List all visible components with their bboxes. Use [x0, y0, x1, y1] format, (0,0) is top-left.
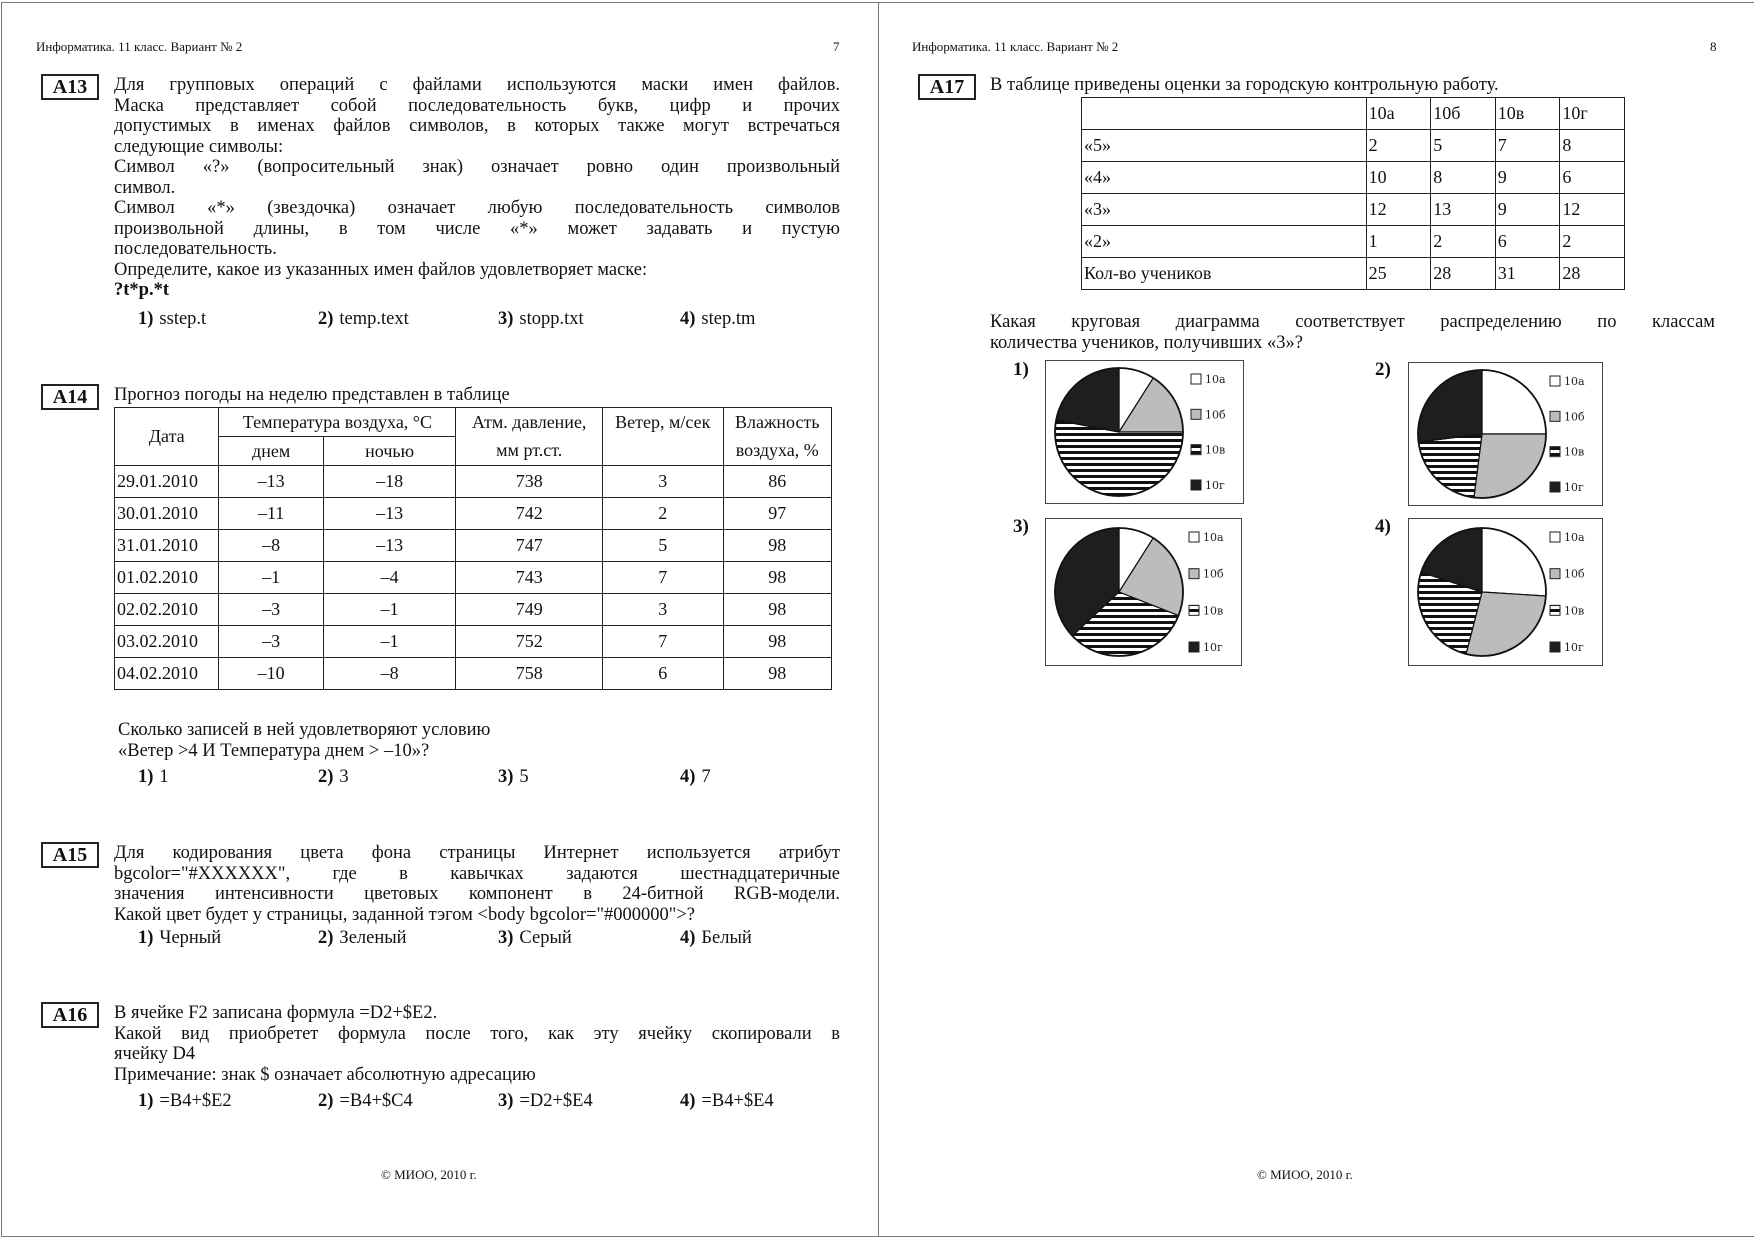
legend-label-10a: 10а [1203, 531, 1224, 544]
right-page-number: 8 [1710, 39, 1717, 54]
cell-night: –13 [323, 498, 456, 530]
pie-chart-svg [1409, 519, 1602, 665]
legend-label-10g: 10г [1564, 481, 1584, 494]
cell-pressure: 752 [456, 626, 603, 658]
cell-date: 30.01.2010 [115, 498, 219, 530]
option-text: =B4+$C4 [339, 1091, 413, 1111]
a16-option-1[interactable] [138, 1091, 232, 1112]
table-row [1082, 226, 1625, 258]
a17-question-line: Какая круговая диаграмма соответствует распределению по классам [990, 312, 1715, 332]
cell-value: 8 [1560, 130, 1625, 162]
cell-humidity: 97 [723, 498, 832, 530]
cell-value: 25 [1366, 258, 1431, 290]
header-humidity: Влажность [723, 408, 832, 437]
header-day: днем [219, 437, 323, 466]
cell-wind: 6 [603, 658, 724, 690]
option-number: 4) [680, 767, 696, 787]
option-text: =D2+$E4 [519, 1091, 593, 1111]
option-text: 3 [339, 767, 349, 787]
cell-value: 1 [1366, 226, 1431, 258]
pie-chart-svg [1046, 361, 1243, 503]
option-number: 2) [318, 928, 334, 948]
right-header: Информатика. 11 класс. Вариант № 2 [912, 39, 1119, 54]
legend-swatch-10v [1189, 605, 1199, 615]
cell-wind: 7 [603, 626, 724, 658]
cell-wind: 3 [603, 466, 724, 498]
cell-value: 2 [1431, 226, 1496, 258]
chart-label-1: 1) [1013, 359, 1029, 380]
grades-table [1081, 97, 1625, 290]
a14-option-2[interactable] [318, 767, 349, 788]
cell-value: 10 [1366, 162, 1431, 194]
cell-grade: «5» [1082, 130, 1367, 162]
a15-option-1[interactable] [138, 928, 221, 949]
cell-value: 9 [1495, 194, 1560, 226]
table-row [1082, 194, 1625, 226]
cell-value: 6 [1560, 162, 1625, 194]
cell-date: 31.01.2010 [115, 530, 219, 562]
option-text: Черный [159, 928, 222, 948]
legend-label-10g: 10г [1564, 641, 1584, 654]
cell-humidity: 86 [723, 466, 832, 498]
option-text: temp.text [339, 309, 409, 329]
cell-value: 6 [1495, 226, 1560, 258]
a13-line: следующие символы: [114, 136, 284, 157]
legend-label-10g: 10г [1205, 479, 1225, 492]
header-class: 10г [1560, 98, 1625, 130]
cell-value: 8 [1431, 162, 1496, 194]
a15-text [114, 843, 840, 925]
legend-swatch-10b [1191, 409, 1201, 419]
cell-date: 04.02.2010 [115, 658, 219, 690]
cell-value: 12 [1366, 194, 1431, 226]
a13-mask: ?t*p.*t [114, 280, 169, 300]
a14-question [118, 720, 490, 761]
cell-night: –4 [323, 562, 456, 594]
a13-line: Символ «?» (вопросительный знак) означает ровно один произвольный [114, 157, 840, 177]
a15-option-4[interactable] [680, 928, 752, 949]
legend-swatch-10a [1191, 374, 1201, 384]
option-text: =B4+$E4 [701, 1091, 774, 1111]
header-blank [1082, 98, 1367, 130]
a14-option-3[interactable] [498, 767, 529, 788]
a16-line: Какой вид приобретет формула после того, как эту ячейку скопировали в [114, 1023, 840, 1044]
weather-table [114, 407, 832, 690]
legend-swatch-10g [1550, 642, 1560, 652]
cell-pressure: 749 [456, 594, 603, 626]
a13-text [114, 75, 840, 301]
a14-question-line: Сколько записей в ней удовлетворяют условию [118, 720, 491, 740]
cell-value: 31 [1495, 258, 1560, 290]
cell-humidity: 98 [723, 626, 832, 658]
option-number: 2) [318, 1091, 334, 1111]
legend-swatch-10v [1191, 445, 1201, 455]
option-number: 3) [498, 767, 514, 787]
header-date: Дата [115, 408, 219, 466]
legend-label-10b: 10б [1203, 567, 1224, 581]
pie-slice-10g [1418, 370, 1482, 442]
a15-tag: А15 [41, 842, 99, 868]
legend-label-10g: 10г [1203, 641, 1223, 654]
legend-label-10b: 10б [1564, 410, 1585, 424]
cell-value: 5 [1431, 130, 1496, 162]
a13-line: Определите, какое из указанных имен файлов удовлетворяет маске: [114, 259, 648, 280]
pie-chart-svg [1046, 519, 1241, 665]
header-class: 10а [1366, 98, 1431, 130]
a15-option-3[interactable] [498, 928, 572, 949]
cell-night: –1 [323, 626, 456, 658]
a16-line: Примечание: знак $ означает абсолютную адресацию [114, 1064, 536, 1085]
cell-value: 2 [1560, 226, 1625, 258]
legend-swatch-10b [1550, 411, 1560, 421]
cell-night: –1 [323, 594, 456, 626]
a13-line: допустимых в именах файлов символов, в которых также могут встречаться [114, 116, 840, 136]
cell-pressure: 738 [456, 466, 603, 498]
a16-tag: А16 [41, 1002, 99, 1028]
legend-swatch-10v [1550, 447, 1560, 457]
a14-option-4[interactable] [680, 767, 711, 788]
table-row [115, 530, 832, 562]
cell-value: 28 [1560, 258, 1625, 290]
option-number: 4) [680, 309, 696, 329]
a16-line: В ячейке F2 записана формула =D2+$E2. [114, 1003, 438, 1023]
cell-wind: 3 [603, 594, 724, 626]
a15-line: Какой цвет будет у страницы, заданной тэгом <body bgcolor="#000000">? [114, 904, 696, 925]
table-row [115, 626, 832, 658]
legend-label-10a: 10а [1205, 373, 1226, 386]
cell-value: 12 [1560, 194, 1625, 226]
cell-day: –8 [219, 530, 323, 562]
legend-swatch-10a [1550, 376, 1560, 386]
a13-line: произвольной длины, в том числе «*» может задавать и пустую [114, 218, 840, 239]
a13-option-2[interactable] [318, 309, 409, 330]
pie-slice-10v [1419, 434, 1482, 497]
cell-value: 9 [1495, 162, 1560, 194]
pie-chart-svg [1409, 363, 1602, 505]
legend-swatch-10a [1189, 532, 1199, 542]
legend-swatch-10g [1550, 482, 1560, 492]
option-number: 4) [680, 928, 696, 948]
cell-humidity: 98 [723, 594, 832, 626]
cell-day: –11 [219, 498, 323, 530]
cell-pressure: 743 [456, 562, 603, 594]
option-number: 1) [138, 309, 154, 329]
option-number: 2) [318, 767, 334, 787]
a13-line: Для групповых операций с файлами используются маски имен файлов. [114, 75, 840, 95]
a16-option-2[interactable] [318, 1091, 413, 1112]
option-text: 1 [159, 767, 169, 787]
a15-option-2[interactable] [318, 928, 407, 949]
a13-option-4[interactable] [680, 309, 755, 330]
header-wind: Ветер, м/сек [603, 408, 724, 437]
legend-swatch-10b [1189, 569, 1199, 579]
a16-text [114, 1003, 840, 1085]
cell-day: –1 [219, 562, 323, 594]
option-text: step.tm [701, 309, 756, 329]
cell-grade: «2» [1082, 226, 1367, 258]
a13-line: символ. [114, 177, 176, 198]
a13-line: Маска представляет собой последовательность букв, цифр и прочих [114, 95, 840, 116]
header-night: ночью [323, 437, 456, 466]
a13-line: Символ «*» (звездочка) означает любую последовательность символов [114, 198, 840, 218]
header-pressure: Атм. давление, [456, 408, 603, 437]
cell-value: 2 [1366, 130, 1431, 162]
a15-line: bgcolor="#XXXXXX", где в кавычках задаются шестнадцатеричные [114, 863, 840, 884]
a17-intro: В таблице приведены оценки за городскую контрольную работу. [990, 75, 1499, 95]
legend-label-10b: 10б [1564, 567, 1585, 581]
a17-tag: А17 [918, 74, 976, 100]
option-number: 1) [138, 1091, 154, 1111]
table-row [115, 466, 832, 498]
table-row [115, 498, 832, 530]
cell-humidity: 98 [723, 562, 832, 594]
chart-label-2: 2) [1375, 359, 1391, 380]
pie-chart-4[interactable] [1408, 518, 1603, 666]
legend-label-10a: 10а [1564, 375, 1585, 388]
chart-label-4: 4) [1375, 516, 1391, 537]
a15-line: Для кодирования цвета фона страницы Интернет используется атрибут [114, 843, 840, 863]
pie-chart-1[interactable] [1045, 360, 1244, 504]
legend-swatch-10a [1550, 532, 1560, 542]
header-class: 10б [1431, 98, 1496, 130]
header-temperature: Температура воздуха, °С [219, 408, 456, 437]
legend-label-10v: 10в [1205, 443, 1226, 457]
pie-chart-2[interactable] [1408, 362, 1603, 506]
cell-wind: 5 [603, 530, 724, 562]
a13-option-1[interactable] [138, 309, 206, 330]
table-row [115, 658, 832, 690]
option-text: =B4+$E2 [159, 1091, 232, 1111]
legend-label-10v: 10в [1564, 604, 1585, 618]
a13-tag: А13 [41, 74, 99, 100]
cell-night: –18 [323, 466, 456, 498]
option-text: 7 [701, 767, 711, 787]
cell-humidity: 98 [723, 658, 832, 690]
option-number: 3) [498, 928, 514, 948]
cell-day: –3 [219, 594, 323, 626]
pie-chart-3[interactable] [1045, 518, 1242, 666]
option-text: Серый [519, 928, 572, 948]
cell-day: –13 [219, 466, 323, 498]
header-humidity-unit: воздуха, % [723, 437, 832, 466]
a14-option-1[interactable] [138, 767, 169, 788]
table-row [1082, 130, 1625, 162]
cell-pressure: 742 [456, 498, 603, 530]
header-class: 10в [1495, 98, 1560, 130]
cell-night: –8 [323, 658, 456, 690]
a14-question-line: «Ветер >4 И Температура днем > –10»? [118, 740, 430, 761]
a13-option-3[interactable] [498, 309, 584, 330]
legend-label-10a: 10а [1564, 531, 1585, 544]
legend-swatch-10g [1189, 642, 1199, 652]
a17-question [990, 312, 1715, 353]
left-page-number: 7 [833, 39, 840, 54]
option-number: 3) [498, 1091, 514, 1111]
cell-grade: «4» [1082, 162, 1367, 194]
option-text: Белый [701, 928, 752, 948]
cell-wind: 7 [603, 562, 724, 594]
pie-slice-10g [1056, 368, 1119, 432]
cell-grade: Кол-во учеников [1082, 258, 1367, 290]
cell-date: 29.01.2010 [115, 466, 219, 498]
cell-day: –10 [219, 658, 323, 690]
legend-label-10v: 10в [1564, 445, 1585, 459]
pie-slice-10a [1482, 528, 1546, 596]
option-number: 1) [138, 928, 154, 948]
a16-line: ячейку D4 [114, 1044, 196, 1064]
legend-swatch-10v [1550, 605, 1560, 615]
chart-label-3: 3) [1013, 516, 1029, 537]
left-footer: © МИОО, 2010 г. [381, 1167, 477, 1182]
cell-pressure: 747 [456, 530, 603, 562]
option-number: 4) [680, 1091, 696, 1111]
cell-wind: 2 [603, 498, 724, 530]
cell-date: 03.02.2010 [115, 626, 219, 658]
legend-swatch-10b [1550, 569, 1560, 579]
a14-intro: Прогноз погоды на неделю представлен в таблице [114, 385, 510, 405]
cell-day: –3 [219, 626, 323, 658]
a17-question-line: количества учеников, получивших «3»? [990, 332, 1303, 353]
a16-option-4[interactable] [680, 1091, 774, 1112]
option-number: 3) [498, 309, 514, 329]
cell-value: 13 [1431, 194, 1496, 226]
legend-swatch-10g [1191, 480, 1201, 490]
option-text: 5 [519, 767, 529, 787]
table-row [1082, 162, 1625, 194]
right-footer: © МИОО, 2010 г. [1257, 1167, 1353, 1182]
cell-grade: «3» [1082, 194, 1367, 226]
table-header-row [1082, 98, 1625, 130]
option-text: Зеленый [339, 928, 407, 948]
pie-slice-10b [1474, 434, 1546, 498]
table-row [115, 594, 832, 626]
legend-label-10b: 10б [1205, 408, 1226, 422]
cell-humidity: 98 [723, 530, 832, 562]
option-number: 2) [318, 309, 334, 329]
option-text: sstep.t [159, 309, 207, 329]
legend-label-10v: 10в [1203, 604, 1224, 618]
cell-value: 7 [1495, 130, 1560, 162]
cell-value: 28 [1431, 258, 1496, 290]
option-text: stopp.txt [519, 309, 584, 329]
cell-pressure: 758 [456, 658, 603, 690]
table-row [115, 562, 832, 594]
table-row [1082, 258, 1625, 290]
cell-night: –13 [323, 530, 456, 562]
a15-line: значения интенсивности цветовых компонент в 24-битной RGB-модели. [114, 884, 840, 904]
header-pressure-unit: мм рт.ст. [456, 437, 603, 466]
header-wind-blank [603, 437, 724, 466]
a13-line: последовательность. [114, 239, 277, 259]
a16-option-3[interactable] [498, 1091, 593, 1112]
cell-date: 02.02.2010 [115, 594, 219, 626]
left-header: Информатика. 11 класс. Вариант № 2 [36, 39, 243, 54]
cell-date: 01.02.2010 [115, 562, 219, 594]
option-number: 1) [138, 767, 154, 787]
a14-tag: А14 [41, 384, 99, 410]
